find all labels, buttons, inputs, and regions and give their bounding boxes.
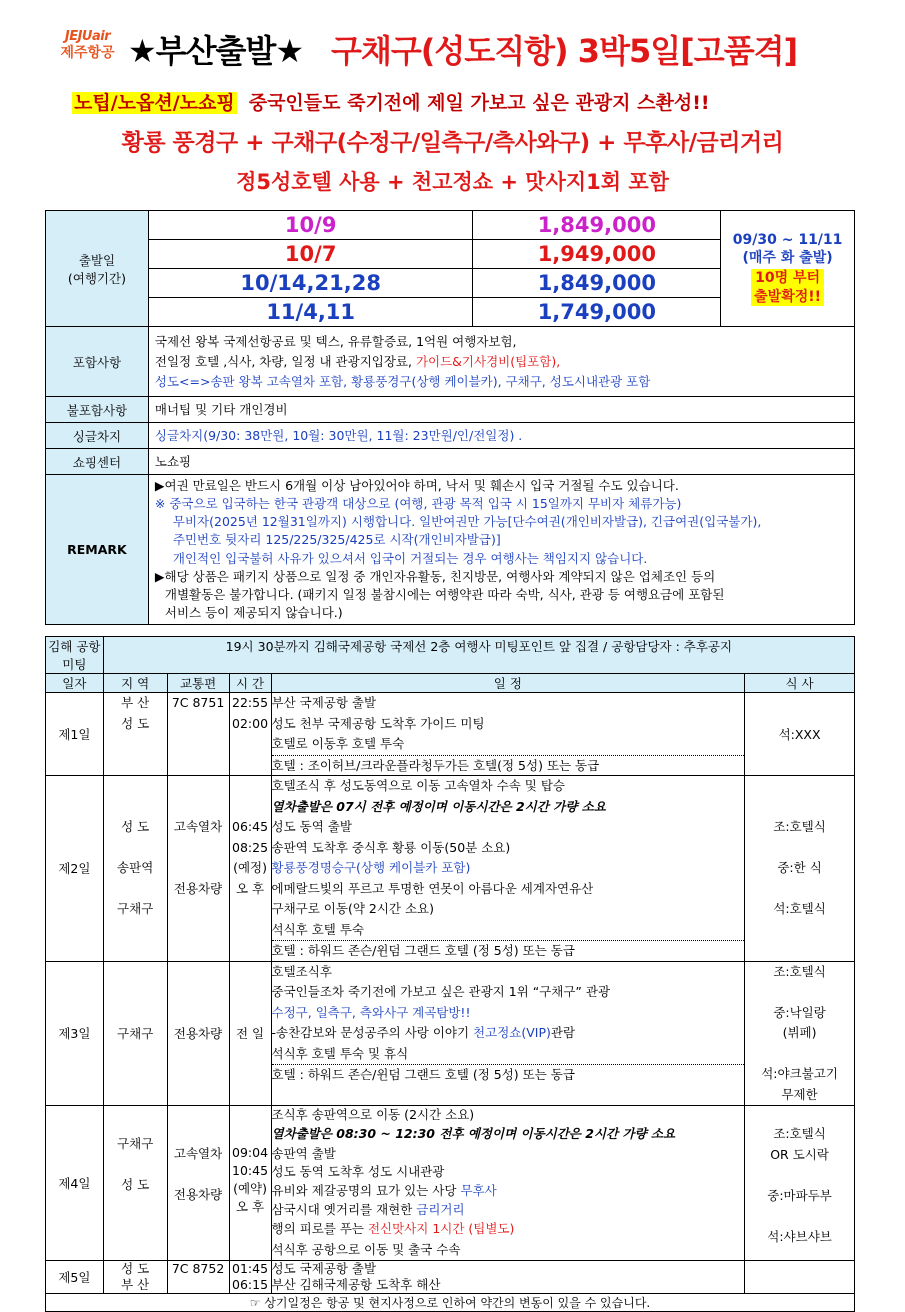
remark-label: REMARK <box>46 475 149 625</box>
single-charge-text: 싱글차지(9/30: 38만원, 10월: 30만원, 11월: 23만원/인/전일정) . <box>148 423 854 449</box>
itinerary-cell: 호텔조식 후 성도동역으로 이동 고속열차 수속 및 탑승 열차출발은 07시 전후 예정이며 이동시간은 2시간 가량 소요 성도 동역 출발 송판역 도착후 중식후 황룡 이동(50분 소요) 황룡풍경명승구(상행 케이블카 포함) 에메랄드빛의 푸르고 투명한 연못이 아름다운 세계자연유산 구채구로 이동(약 2시간 소요) 석식후 호텔 투숙 호텔 : 하워드 존슨/윈덤 그랜드 호텔 (정 5성) 또는 동급 <box>271 776 745 962</box>
single-charge-label: 싱글차지 <box>46 423 149 449</box>
place-cell: 성 도 부 산 <box>103 1261 167 1294</box>
shopping-label: 쇼핑센터 <box>46 449 149 475</box>
included-items: 국제선 왕복 국제선항공료 및 텍스, 유류할증료, 1억원 여행자보험, 전일정 호텔 ,식사, 차량, 일정 내 관광지입장료, 가이드&기사경비(팁포함), 성도<=>송판 왕복 고속열차 포함, 황룡풍경구(상행 케이블카), 구채구, 성도시내관광 포함 <box>148 327 854 397</box>
remark-text: ▶여권 만료일은 반드시 6개월 이상 남아있어야 하며, 낙서 및 훼손시 입국 거절될 수도 있습니다. ※ 중국으로 입국하는 한국 관광객 대상으로 (여행, 관광 목적 입국 시 15일까지 무비자 체류가능) 무비자(2025년 12월31일까지) 시행합니다. 일반여권만 가능[단수여권(개인비자발급), 긴급여권(입국불가), 주민번호 뒷자리 125/225/325/425로 시작(개인비자발급)] 개인적인 입국불허 사유가 있으셔서 입국이 거절되는 경우 여행사는 책임지지 않습니다. ▶해당 상품은 패키지 상품으로 일정 중 개인자유활동, 친지방문, 여행사와 계약되지 않은 업체조인 등의 개별활동은 불가합니다. (패키지 일정 불참시에는 여행약관 따라 숙박, 식사, 관광 등 여행요금에 포함된 서비스 등이 제공되지 않습니다.) <box>148 475 854 625</box>
subtitle-line <box>72 88 710 115</box>
meal-cell: 석:XXX <box>745 693 855 776</box>
departure-label: 출발일 (여행기간) <box>46 211 149 327</box>
time-cell: 01:45 06:15 <box>229 1261 271 1294</box>
excluded-label: 불포함사항 <box>46 397 149 423</box>
place-cell: 구채구 <box>103 961 167 1106</box>
meeting-label: 김해 공항미팅 <box>46 637 104 674</box>
departure-date: 10/7 <box>148 240 473 269</box>
itinerary-cell: 조식후 송판역으로 이동 (2시간 소요) 열차출발은 08:30 ~ 12:30 전후 예정이며 이동시간은 2시간 가량 소요 송판역 출발 성도 동역 도착후 성도 시내관광 유비와 제갈공명의 묘가 있는 사당 무후사 삼국시대 옛거리를 재현한 금리거리 행의 피로를 푸는 전신맛사지 1시간 (팁별도) 석식후 공항으로 이동 및 출국 수속 <box>271 1106 745 1261</box>
day-label: 제3일 <box>46 961 104 1106</box>
departure-date: 10/14,21,28 <box>148 269 473 298</box>
transport-cell: 고속열차 전용차량 <box>167 776 229 962</box>
excluded-items: 매너팁 및 기타 개인경비 <box>148 397 854 423</box>
tour-price: 1,849,000 <box>473 269 721 298</box>
tour-price: 1,749,000 <box>473 298 721 327</box>
hotel-info: 호텔 : 조이허브/크라운플라청두가든 호텔(정 5성) 또는 동급 <box>272 755 745 776</box>
col-itinerary: 일 정 <box>271 674 745 693</box>
transport-cell: 7C 8751 <box>167 693 229 776</box>
logo-korean: 제주항공 <box>60 44 115 61</box>
place-cell: 구채구 성 도 <box>103 1106 167 1261</box>
itinerary-cell: 부산 국제공항 출발 성도 천부 국제공항 도착후 가이드 미팅 호텔로 이동후 호텔 투숙 호텔 : 조이허브/크라운플라청두가든 호텔(정 5성) 또는 동급 <box>271 693 745 776</box>
place-cell: 부 산 성 도 <box>103 693 167 776</box>
col-day: 일자 <box>46 674 104 693</box>
departure-date: 10/9 <box>148 211 473 240</box>
inclusions-line: 정5성호텔 사용 + 천고정쇼 + 맛사지1회 포함 <box>236 170 669 194</box>
departure-date: 11/4,11 <box>148 298 473 327</box>
meal-cell: 조:호텔식 중:낙일랑 (뷔페) 석:야크불고기 무제한 <box>745 961 855 1106</box>
tour-title: 구채구(성도직항) 3박5일[고품격] <box>331 32 798 70</box>
departure-period-note: 09/30 ~ 11/11 (매주 화 출발) 10명 부터 출발확정!! <box>721 211 855 327</box>
time-cell: 전 일 <box>229 961 271 1106</box>
meal-cell: 조:호텔식 OR 도시락 중:마파두부 석:샤브샤브 <box>745 1106 855 1261</box>
day-label: 제2일 <box>46 776 104 962</box>
shopping-text: 노쇼핑 <box>148 449 854 475</box>
day-label: 제5일 <box>46 1261 104 1294</box>
itinerary-cell: 성도 국제공항 출발 부산 김해국제공항 도착후 해산 <box>271 1261 745 1294</box>
col-time: 시 간 <box>229 674 271 693</box>
itinerary-table <box>45 636 855 1312</box>
highlights-line: 황룡 풍경구 + 구채구(수정구/일측구/측사와구) + 무후사/금리거리 <box>121 130 784 156</box>
col-transport: 교통편 <box>167 674 229 693</box>
tour-price: 1,849,000 <box>473 211 721 240</box>
subtitle-text: 중국인들도 죽기전에 제일 가보고 싶은 관광지 스촨성!! <box>248 92 710 114</box>
tour-price: 1,949,000 <box>473 240 721 269</box>
departure-city: ★부산출발★ <box>128 32 304 70</box>
day-row <box>46 693 855 776</box>
jejuair-logo <box>50 30 125 61</box>
no-tip-badge: 노팁/노옵션/노쇼핑 <box>74 92 235 114</box>
page-title <box>128 26 797 72</box>
day-row <box>46 1106 855 1261</box>
min-group-badge: 10명 부터 출발확정!! <box>751 269 824 305</box>
day-row <box>46 1261 855 1294</box>
transport-cell: 전용차량 <box>167 961 229 1106</box>
info-table <box>45 210 855 625</box>
col-meal: 식 사 <box>745 674 855 693</box>
hotel-info: 호텔 : 하워드 존슨/윈덤 그랜드 호텔 (정 5성) 또는 동급 <box>272 1064 745 1085</box>
meeting-info: 19시 30분까지 김해국제공항 국제선 2층 여행사 미팅포인트 앞 집결 / 공항담당자 : 추후공지 <box>103 637 854 674</box>
included-label: 포함사항 <box>46 327 149 397</box>
time-cell: 09:04 10:45 (예약) 오 후 <box>229 1106 271 1261</box>
itinerary-cell: 호텔조식후 중국인들조차 죽기전에 가보고 싶은 관광지 1위 “구채구” 관광 수정구, 일측구, 측와사구 계곡탐방!! -송찬감보와 문성공주의 사랑 이야기 천고정쇼(VIP)관람 석식후 호텔 투숙 및 휴식 호텔 : 하워드 존슨/윈덤 그랜드 호텔 (정 5성) 또는 동급 <box>271 961 745 1106</box>
day-row <box>46 776 855 962</box>
day-row <box>46 961 855 1106</box>
transport-cell: 7C 8752 <box>167 1261 229 1294</box>
meal-cell: 조:호텔식 중:한 식 석:호텔식 <box>745 776 855 962</box>
time-cell: 22:55 02:00 <box>229 693 271 776</box>
logo-brand: JEJUair <box>64 29 111 44</box>
time-cell: 06:45 08:25 (예정) 오 후 <box>229 776 271 962</box>
hotel-info: 호텔 : 하워드 존슨/윈덤 그랜드 호텔 (정 5성) 또는 동급 <box>272 940 745 961</box>
place-cell: 성 도 송판역 구채구 <box>103 776 167 962</box>
meal-cell <box>745 1261 855 1294</box>
day-label: 제4일 <box>46 1106 104 1261</box>
day-label: 제1일 <box>46 693 104 776</box>
transport-cell: 고속열차 전용차량 <box>167 1106 229 1261</box>
footnote: ☞ 상기일정은 항공 및 현지사정으로 인하여 약간의 변동이 있을 수 있습니다. <box>46 1294 855 1312</box>
col-place: 지 역 <box>103 674 167 693</box>
